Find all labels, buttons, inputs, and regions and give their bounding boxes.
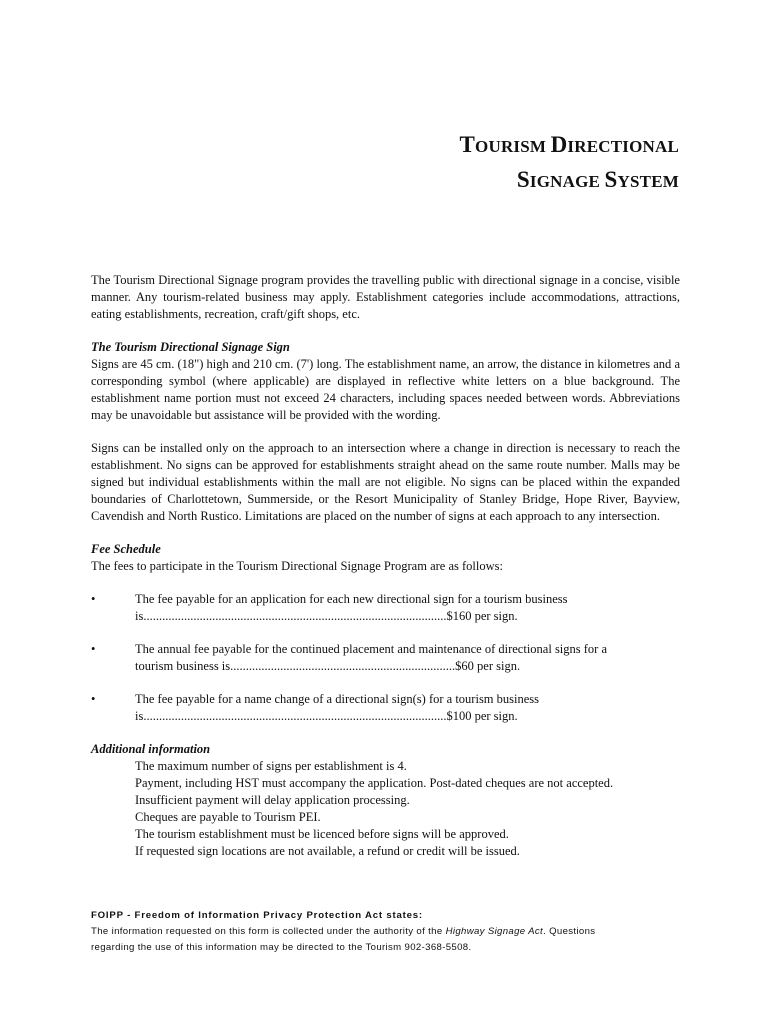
additional-info-heading: Additional information [91,742,211,756]
fee-item [91,691,680,725]
additional-info-line: If requested sign locations are not available, a refund or credit will be issued. [135,844,520,858]
fee-item-description: The annual fee payable for the continued placement and maintenance of directional signs for a [135,642,608,656]
additional-info-line: The tourism establishment must be licenced before signs will be approved. [135,827,509,841]
fee-item-amount: is.................................................................................................$100 per sign. [135,709,518,723]
fee-item [91,641,680,675]
fee-item [91,591,680,625]
installation-paragraph: Signs can be installed only on the approach to an intersection where a change in direction is necessary to reach the establishment. No signs can be approved for establishments straight ahead on the same route number. Malls may be signed but individual establishments within the mall are not eligible. No signs can be placed within the expanded boundaries of Charlottetown, Summerside, or the Resort Municipality of Stanley Bridge, Hope River, Bayview, Cavendish and North Rustico. Limitations are placed on the number of signs at each approach to any intersection. [91,441,680,523]
act-name: Highway Signage Act [445,926,544,937]
additional-info-line: Payment, including HST must accompany the application. Post-dated cheques are not accepted. [135,776,614,790]
additional-info-line: Cheques are payable to Tourism PEI. [135,810,321,824]
bullet-marker: • [91,592,96,606]
foipp-text-line-2: regarding the use of this information may be directed to the Tourism 902-368-5508. [91,942,472,953]
title-line-1: TOURISM DIRECTIONAL [459,132,679,157]
sign-section-heading: The Tourism Directional Signage Sign [91,340,290,354]
bullet-marker: • [91,692,96,706]
fee-schedule-intro: The fees to participate in the Tourism Directional Signage Program are as follows: [91,559,503,573]
fee-item-amount: is.................................................................................................$160 per sign. [135,609,518,623]
fee-schedule-heading: Fee Schedule [91,542,161,556]
document-title [460,128,680,198]
fee-item-amount: tourism business is........................................................................$60 per sign. [135,659,521,673]
intro-paragraph: The Tourism Directional Signage program provides the travelling public with directional signage in a concise, visible manner. Any tourism-related business may apply. Establishment categories include accommodations, attractions, eating establishments, recreation, craft/gift shops, etc. [91,273,680,321]
document-body [91,272,680,860]
additional-info-list [91,758,680,860]
fee-item-description: The fee payable for a name change of a directional sign(s) for a tourism business [135,692,540,706]
additional-info-line: Insufficient payment will delay application processing. [135,793,410,807]
foipp-notice [91,908,691,956]
sign-section-text: Signs are 45 cm. (18") high and 210 cm. (7') long. The establishment name, an arrow, the distance in kilometres and a corresponding symbol (where applicable) are displayed in reflective white letters on a blue background. The establishment name portion must not exceed 24 characters, including spaces needed between words. Abbreviations may be unavoidable but assistance will be provided with the wording. [91,357,680,422]
fee-item-description: The fee payable for an application for each new directional sign for a tourism business [135,592,568,606]
bullet-marker: • [91,642,96,656]
foipp-text-line-1: The information requested on this form is collected under the authority of the Highway Signage Act. Questions [91,926,596,937]
title-line-2: SIGNAGE SYSTEM [516,167,679,192]
foipp-title: FOIPP - Freedom of Information Privacy Protection Act states: [91,910,423,921]
additional-info-line: The maximum number of signs per establishment is 4. [135,759,407,773]
